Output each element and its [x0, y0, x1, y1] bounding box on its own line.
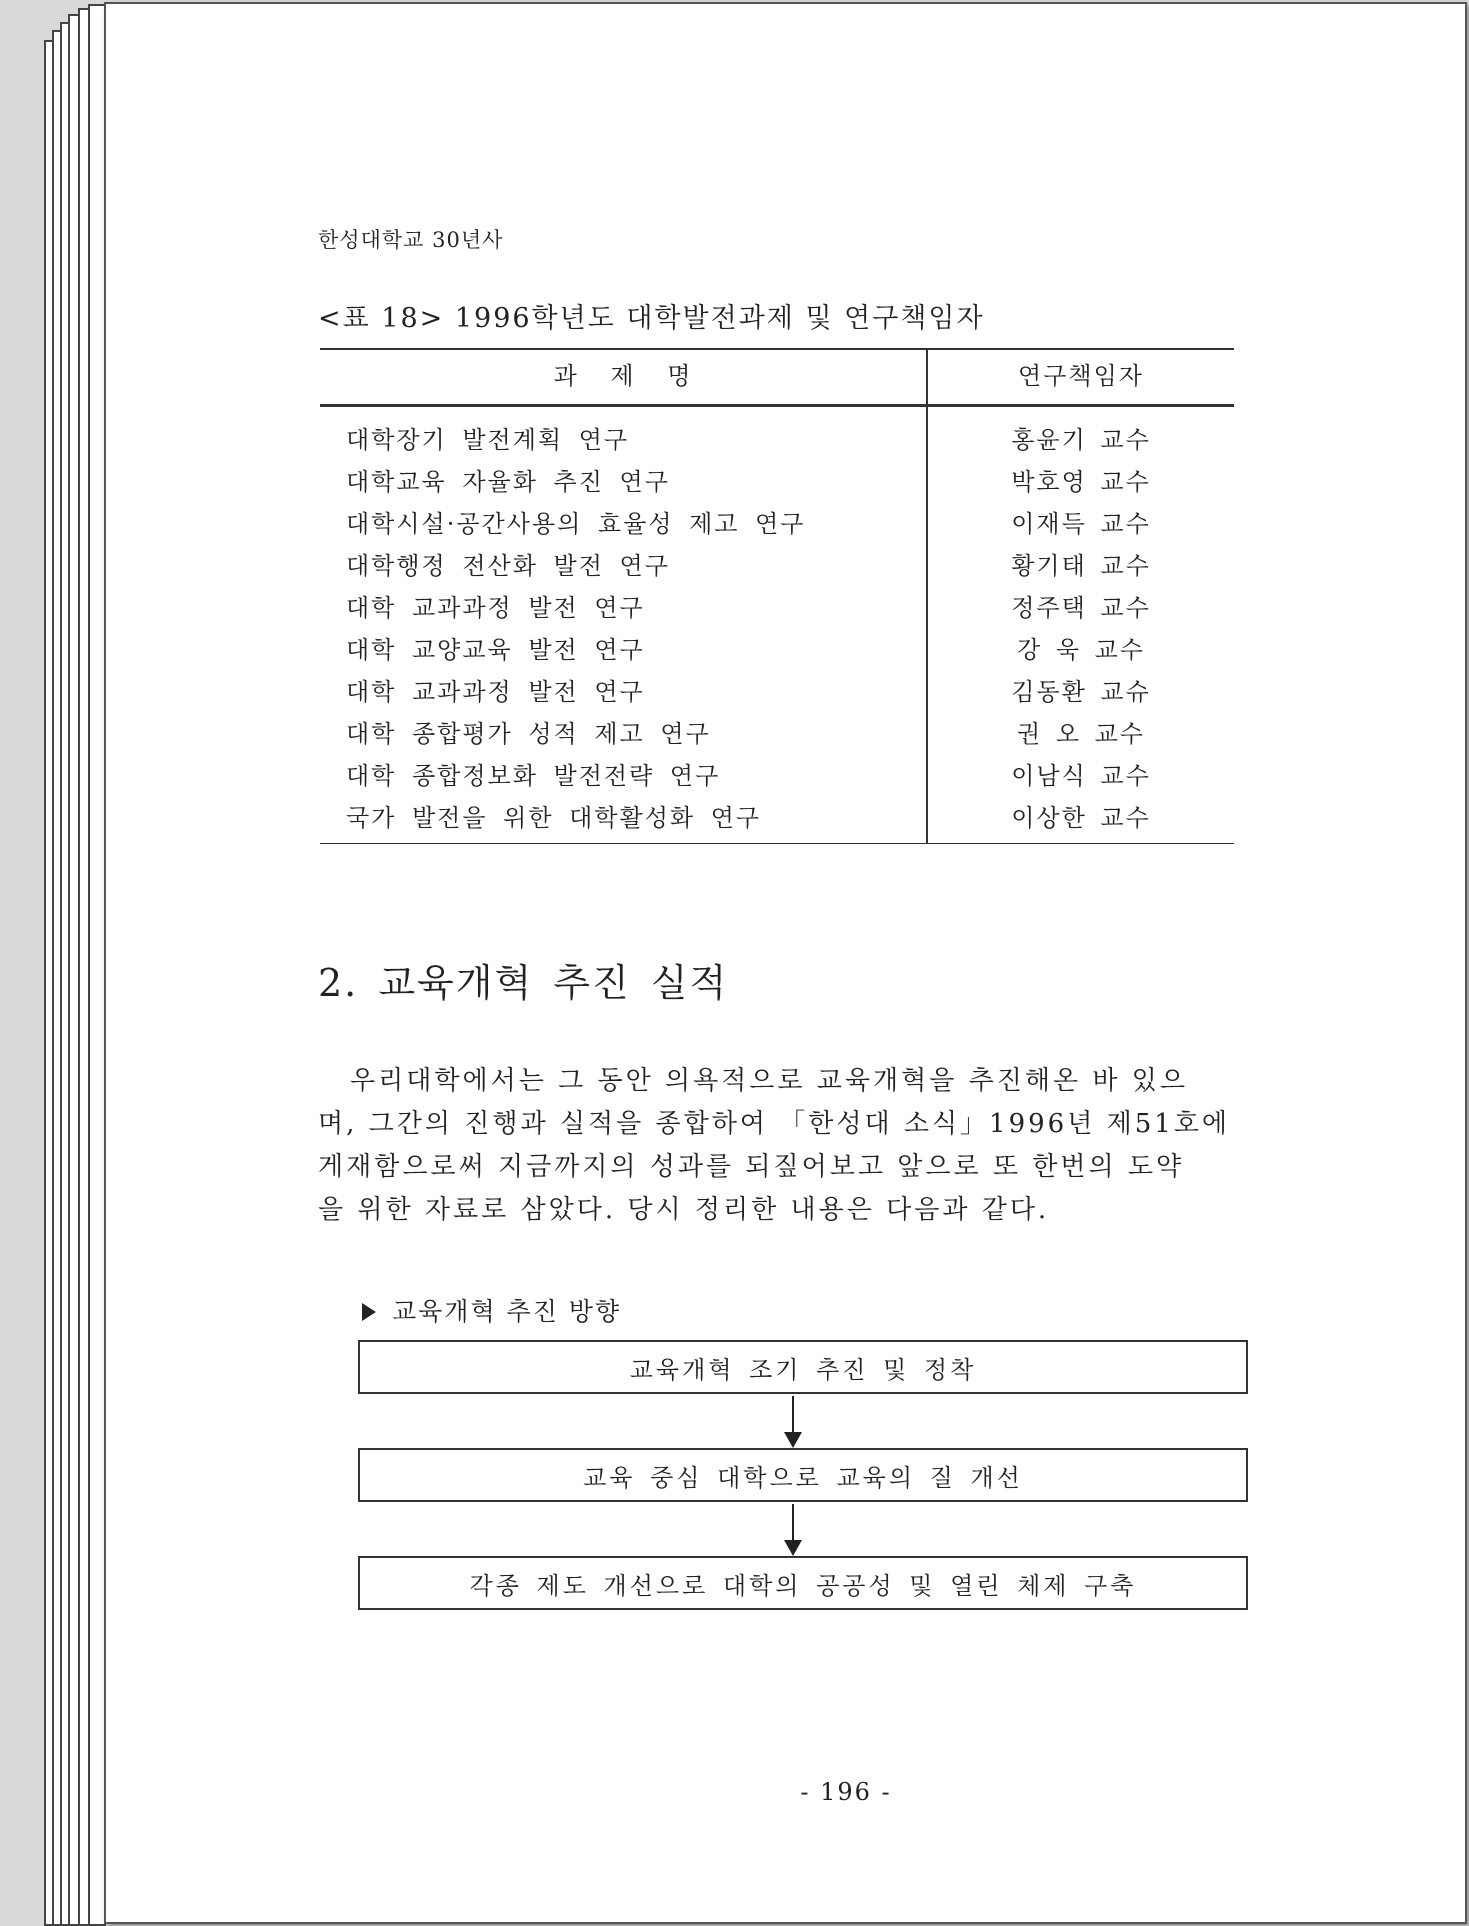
table-top-rule: [320, 348, 1234, 350]
table-row: [320, 588, 1234, 630]
header-task: 과 제 명: [553, 362, 693, 390]
researcher-name: 정주택 교수: [1011, 594, 1151, 622]
researcher-name: 이재득 교수: [1011, 510, 1151, 538]
flow-step-text: 교육 중심 대학으로 교육의 질 개선: [583, 1463, 1023, 1492]
running-header: 한성대학교 30년사: [318, 228, 504, 252]
table-row: [320, 672, 1234, 714]
table-header-rule: [320, 404, 1234, 407]
task-name: 대학 교과과정 발전 연구: [346, 678, 645, 706]
down-arrow-icon: [792, 1504, 794, 1554]
flow-step-text: 교육개혁 조기 추진 및 정착: [629, 1355, 977, 1384]
task-name: 대학교육 자율화 추진 연구: [346, 468, 670, 496]
task-name: 대학시설·공간사용의 효율성 제고 연구: [346, 510, 806, 538]
researcher-name: 이남식 교수: [1011, 762, 1151, 790]
document-page: [104, 2, 1467, 1924]
table-row: [320, 420, 1234, 462]
task-name: 국가 발전을 위한 대학활성화 연구: [346, 804, 762, 832]
researcher-name: 황기태 교수: [1011, 552, 1151, 580]
paragraph-line: 게재함으로써 지금까지의 성과를 되짚어보고 앞으로 또 한번의 도약: [318, 1152, 1185, 1182]
table-row: [320, 798, 1234, 840]
table-bottom-rule: [320, 843, 1234, 844]
flow-step-box: [358, 1340, 1248, 1394]
paragraph-line: 을 위한 자료로 삼았다. 당시 정리한 내용은 다음과 같다.: [318, 1195, 1050, 1225]
researcher-name: 김동환 교슈: [1011, 678, 1151, 706]
table-row: [320, 714, 1234, 756]
paragraph-line: 우리대학에서는 그 동안 의욕적으로 교육개혁을 추진해온 바 있으: [350, 1066, 1188, 1096]
flow-step-box: [358, 1556, 1248, 1610]
flow-step-box: [358, 1448, 1248, 1502]
paragraph-line: 며, 그간의 진행과 실적을 종합하여 「한성대 소식」1996년 제51호에: [318, 1109, 1231, 1139]
task-name: 대학장기 발전계획 연구: [346, 426, 630, 454]
table-row: [320, 756, 1234, 798]
section-title: 2. 교육개혁 추진 실적: [318, 961, 729, 1005]
researcher-name: 박호영 교수: [1011, 468, 1151, 496]
flow-step-text: 각종 제도 개선으로 대학의 공공성 및 열린 체제 구축: [469, 1571, 1137, 1600]
table-row: [320, 546, 1234, 588]
page-number: - 196 -: [800, 1778, 892, 1806]
task-name: 대학행정 전산화 발전 연구: [346, 552, 670, 580]
body-paragraph: [318, 1060, 1368, 1232]
researcher-name: 권 오 교수: [1017, 720, 1145, 748]
task-name: 대학 교양교육 발전 연구: [346, 636, 645, 664]
task-name: 대학 종합평가 성적 제고 연구: [346, 720, 711, 748]
researcher-name: 홍윤기 교수: [1011, 426, 1151, 454]
task-name: 대학 교과과정 발전 연구: [346, 594, 645, 622]
table-caption: <표 18> 1996학년도 대학발전과제 및 연구책임자: [318, 303, 985, 334]
triangle-bullet-icon: [362, 1303, 376, 1321]
flow-heading: [362, 1292, 621, 1328]
flow-heading-text: 교육개혁 추진 방향: [392, 1297, 622, 1326]
researcher-name: 강 욱 교수: [1017, 636, 1145, 664]
header-researcher: 연구책임자: [1018, 362, 1144, 390]
down-arrow-icon: [792, 1396, 794, 1446]
table-row: [320, 462, 1234, 504]
researcher-name: 이상한 교수: [1011, 804, 1151, 832]
table-row: [320, 504, 1234, 546]
table-row: [320, 630, 1234, 672]
task-name: 대학 종합정보화 발전전략 연구: [346, 762, 721, 790]
